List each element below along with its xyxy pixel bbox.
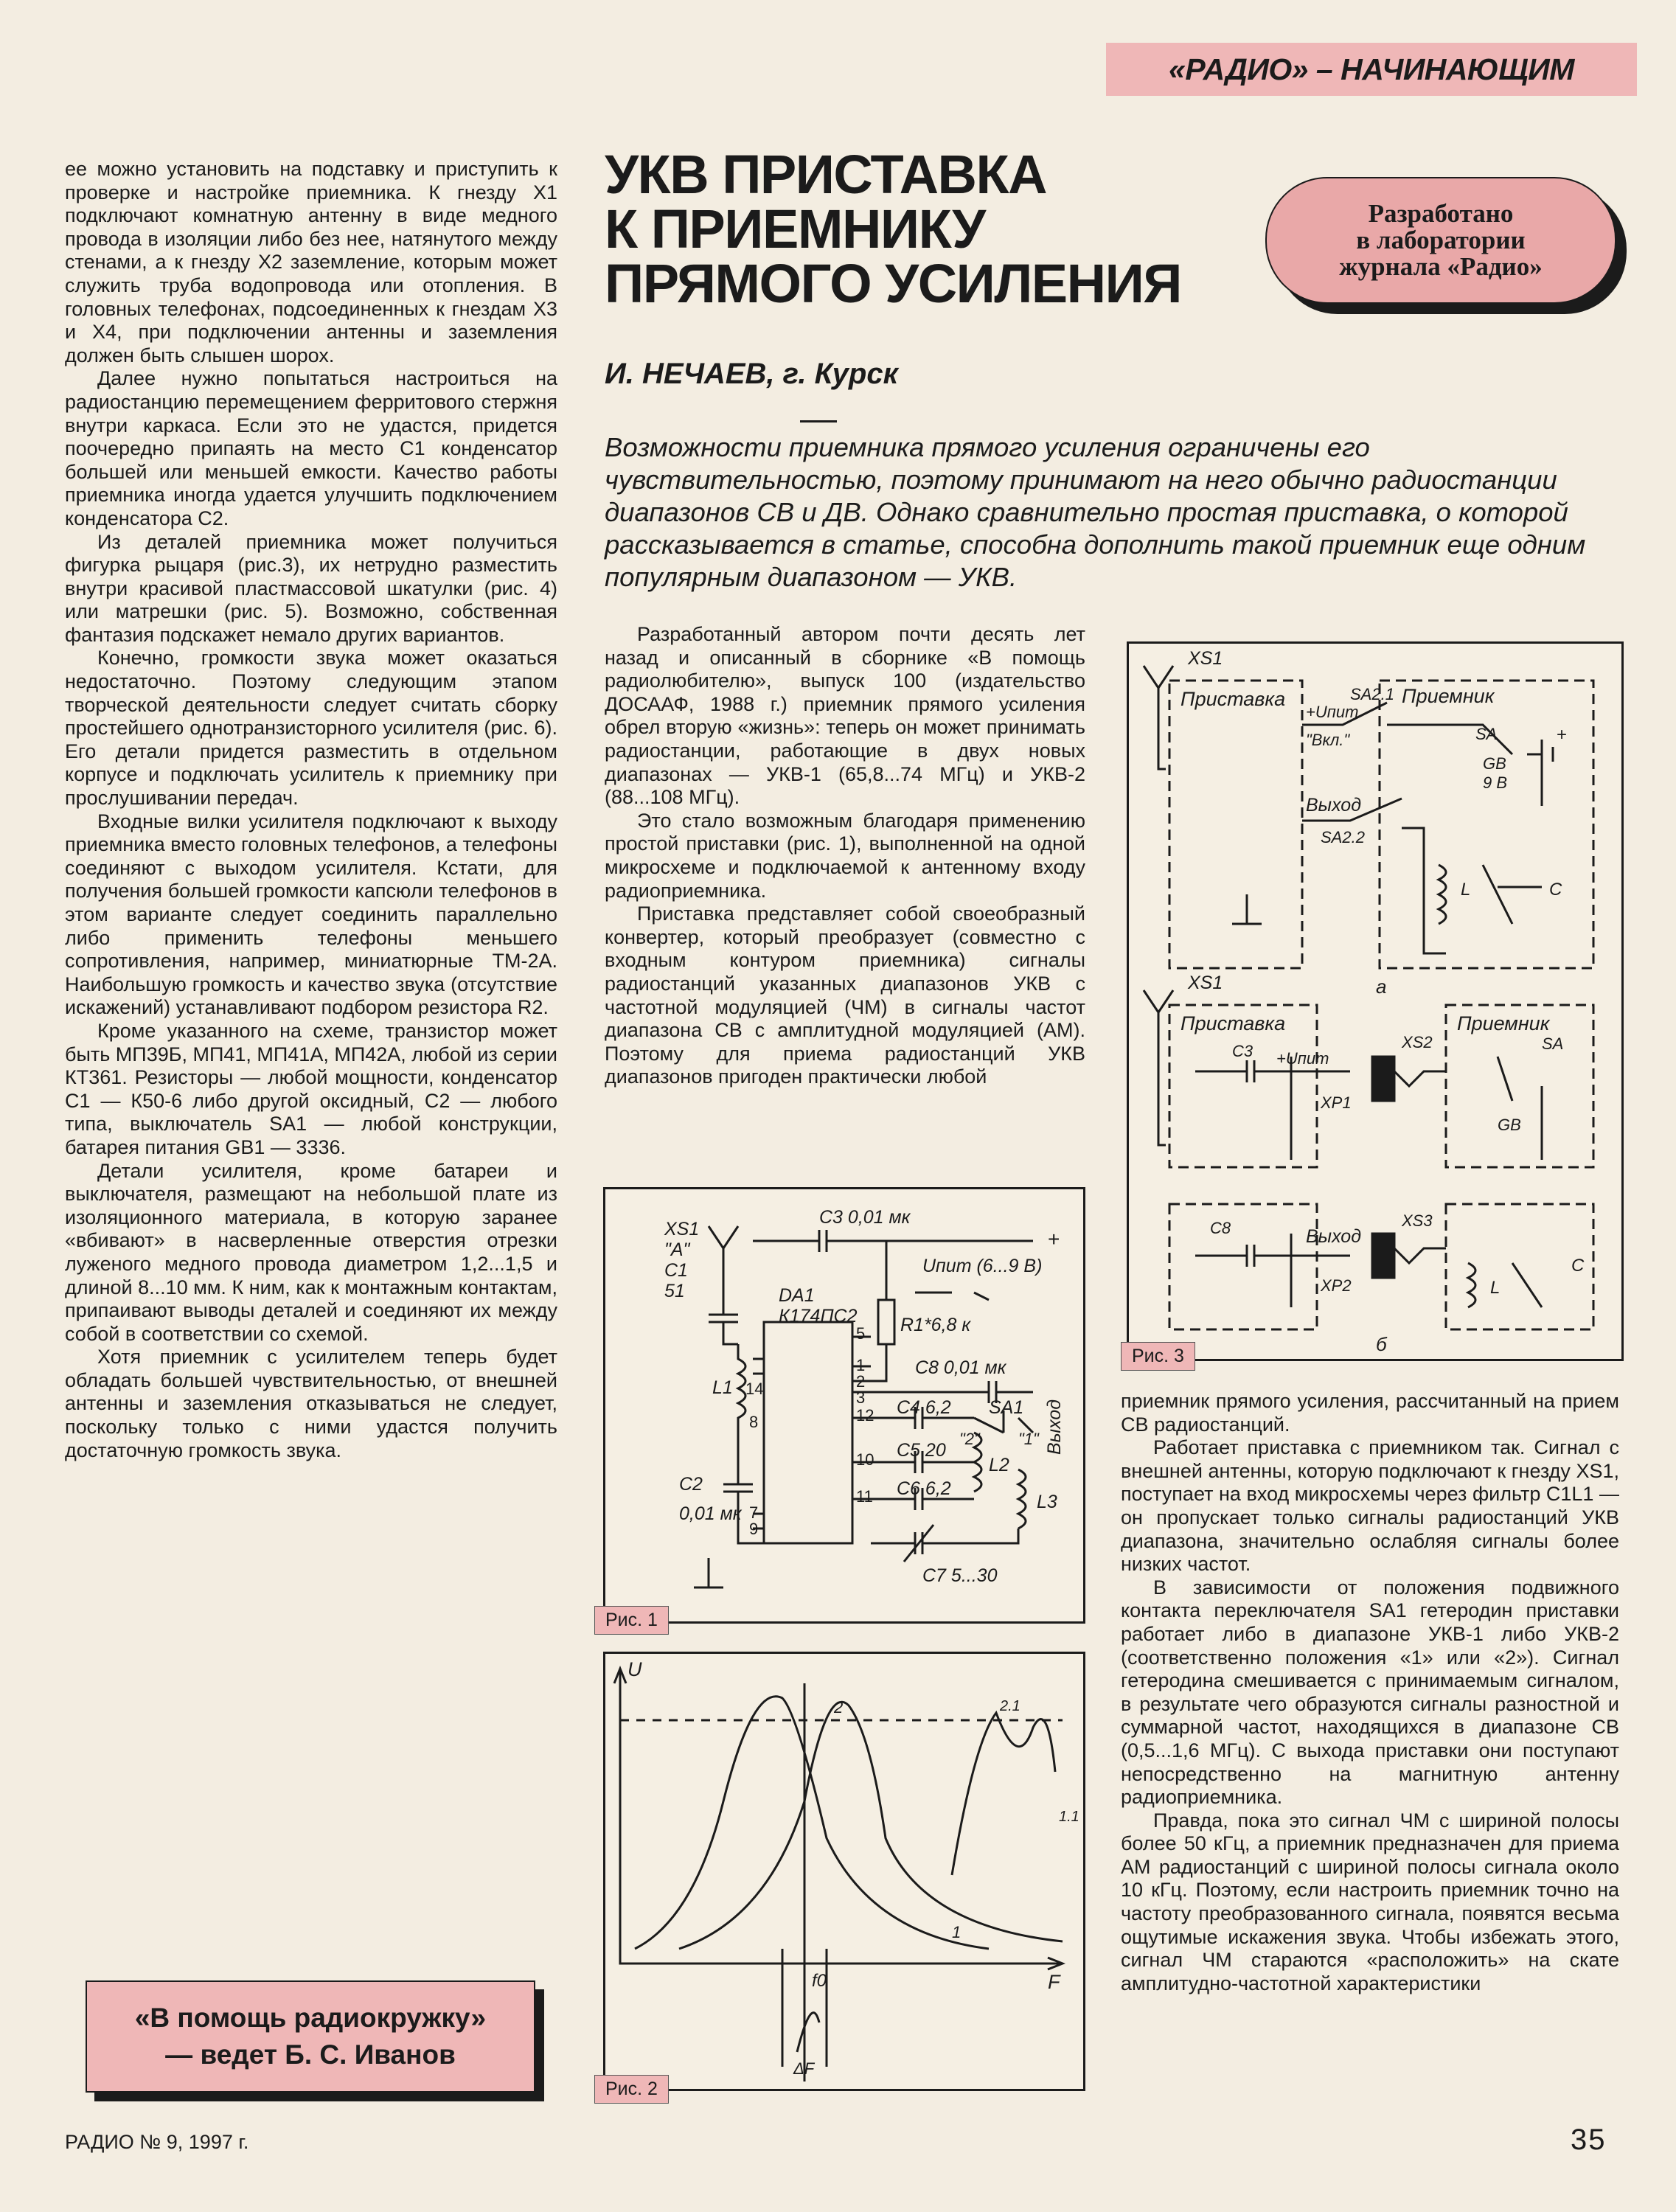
- figure-2-caption: Рис. 2: [594, 2075, 669, 2104]
- label-c-a: C: [1549, 880, 1562, 900]
- label-f0: f0: [812, 1971, 827, 1991]
- label-c2-value: 0,01 мк: [679, 1503, 742, 1524]
- label-l-a: L: [1461, 880, 1471, 900]
- page-number: 35: [1571, 2124, 1607, 2156]
- label-priemnik-a: Приемник: [1402, 685, 1495, 707]
- paragraph: В зависимости от положения подвижного контакта переключателя SA1 гетеродин приставки работает либо в диапазоне УКВ-1 либо УКВ-2 (соответственно положения «1» или «2»). Сигнал гетеродина смешивается с принимаемым сигналом, в результате чего образуются сигналы разностной и суммарной частот, находящихся в диапазоне СВ (0,5...1,6 МГц). С выхода приставки они поступают непосредственно на магнитную антенну радиоприемника.: [1121, 1576, 1619, 1809]
- paragraph: ее можно установить на подставку и приступить к проверке и настройке приемника. К гнезду X1 подключают комнатную антенну в виде медного провода в изоляции либо без нее, натянутого между стенами, а к гнезду X2 заземление, которым может служить труба водопровода или отопления. В головных телефонах, подсоединенных к гнездам X3 и X4, при подключении антенны и заземления должен быть слышен шорох.: [65, 158, 557, 366]
- section-rubric: «РАДИО» – НАЧИНАЮЩИМ: [1106, 43, 1637, 96]
- label-part-b: б: [1376, 1333, 1387, 1355]
- figure-1-caption: Рис. 1: [594, 1606, 669, 1635]
- pin-12: 12: [856, 1406, 874, 1425]
- label-c1-value: 51: [664, 1281, 685, 1301]
- label-da1: DA1: [779, 1285, 815, 1306]
- label-xs1-b: XS1: [1188, 973, 1223, 993]
- axis-f-label: F: [1048, 1971, 1060, 1993]
- label-priemnik-b: Приемник: [1457, 1012, 1550, 1034]
- label-c6: C6 6,2: [897, 1478, 951, 1499]
- label-c8: C8 0,01 мк: [915, 1357, 1006, 1378]
- label-c-b: C: [1571, 1256, 1585, 1276]
- label-output: Выход: [1044, 1399, 1065, 1455]
- label-gb: GB: [1483, 754, 1506, 773]
- label-sa-b: SA: [1542, 1034, 1564, 1053]
- label-xs1-a: XS1: [1188, 648, 1223, 669]
- paragraph: Входные вилки усилителя подключают к выходу приемника вместо головных телефонов, а телефоны соединяют с выходом усилителя. Кстати, для получения большей громкости капсюли телефонов в этом варианте следует соединить параллельно либо применить телефоны меньшего сопротивления, например, миниатюрные ТМ-2А. Наибольшую громкость и качество звука (отсутствие искажений) устанавливают подбором резистора R2.: [65, 810, 557, 1019]
- label-c3: C3 0,01 мк: [819, 1207, 911, 1228]
- figure-3-caption: Рис. 3: [1121, 1342, 1195, 1371]
- label-gb-b: GB: [1498, 1116, 1521, 1134]
- label-part-a: а: [1376, 975, 1387, 998]
- chip-label: [779, 1285, 858, 1326]
- label-l1: L1: [712, 1377, 733, 1398]
- curve-1-label: 1: [952, 1923, 962, 1941]
- label-xp1: XP1: [1321, 1093, 1352, 1112]
- label-upit-b: +Uпит: [1276, 1049, 1329, 1068]
- label-c2-name: C2: [679, 1474, 703, 1495]
- label-pos-1: "1": [1018, 1430, 1039, 1448]
- pin-11: 11: [856, 1487, 873, 1506]
- label-delta-f: ΔF: [793, 2059, 815, 2078]
- label-pos-2: "2": [959, 1430, 980, 1448]
- paragraph: Детали усилителя, кроме батареи и выключателя, размещают на небольшой плате из изоляционного материала, в которую заранее «вбивают» в насверленные отверстия отрезки луженого медного провода диаметром 1,2...1,5 и длиной 8...10 мм. К ним, как к монтажным контактам, припаивают выводы деталей и соединяют их между собой в соответствии со схемой.: [65, 1159, 557, 1345]
- axis-u-label: U: [627, 1658, 642, 1680]
- paragraph: Правда, пока это сигнал ЧМ с шириной полосы более 50 кГц, а приемник предназначен для приема АМ радиостанций с шириной полосы сигнала около 10 кГц. Поэтому, если настроить приемник точно на частоту преобразованного сигнала, появятся весьма ощутимые искажения звука. Чтобы избежать этого, сигнал ЧМ стараются «расположить» на скате амплитудно-частотной характеристики: [1121, 1809, 1619, 1994]
- pin-5: 5: [856, 1324, 866, 1343]
- article-author: И. НЕЧАЕВ, г. Курск: [605, 358, 898, 390]
- pin-3: 3: [856, 1388, 866, 1407]
- label-a: "А": [664, 1239, 690, 1260]
- label-l-b: L: [1490, 1278, 1501, 1298]
- pin-9: 9: [749, 1520, 759, 1538]
- paragraph: Кроме указанного на схеме, транзистор может быть МП39Б, МП41, МП41А, МП42А, любой из серии КТ361. Резисторы — любой мощности, конденсатор C1 — К50-6 либо другой оксидный, C2 — любого типа, выключатель SA1 — любой конструкции, батарея питания GB1 — 3336.: [65, 1019, 557, 1158]
- label-c5: C5 20: [897, 1440, 946, 1461]
- pin-10: 10: [856, 1450, 874, 1469]
- figure-3-diagram: [1127, 641, 1624, 1361]
- label-r1: R1*6,8 к: [900, 1315, 971, 1335]
- label-pristavka-b: Приставка: [1180, 1012, 1286, 1034]
- pin-14: 14: [745, 1380, 764, 1398]
- label-vkl: "Вкл.": [1306, 731, 1350, 749]
- label-xs2: XS2: [1402, 1033, 1433, 1051]
- label-plus-a: +: [1557, 725, 1568, 745]
- label-chip: К174ПС2: [779, 1306, 858, 1326]
- label-c1: C1: [664, 1260, 688, 1281]
- title-line-2: К ПРИЕМНИКУ: [605, 198, 985, 260]
- lab-badge-text: Разработано в лаборатории журнала «Радио»: [1339, 199, 1543, 281]
- label-l3: L3: [1037, 1492, 1057, 1512]
- label-sa21: SA2.1: [1350, 685, 1394, 703]
- article-lead: Возможности приемника прямого усиления ограничены его чувствительностью, поэтому принимают на него обычно радиостанции диапазонов СВ и ДВ. Однако сравнительно простая приставка, о которой рассказывается в статье, способна дополнить такой приемник еще одним популярным диапазоном — УКВ.: [605, 432, 1586, 592]
- issue-footer: РАДИО № 9, 1997 г.: [65, 2131, 249, 2153]
- pin-7: 7: [749, 1503, 759, 1522]
- column-credit-editor: — ведет Б. С. Иванов: [165, 2039, 456, 2070]
- curve-2-label: 2: [834, 1698, 844, 1717]
- label-upit-a: +Uпит: [1306, 703, 1359, 721]
- paragraph: Разработанный автором почти десять лет назад и описанный в сборнике «В помощь радиолюбителю», выпуск 100 (издательство ДОСААФ, 1988 г.) приемник прямого усиления обрел вторую «жизнь»: теперь он может принимать радиостанции, работающие в двух новых диапазонах — УКВ-1 (65,8...74 МГц) и УКВ-2 (88...108 МГц).: [605, 623, 1085, 809]
- title-line-3: ПРЯМОГО УСИЛЕНИЯ: [605, 253, 1181, 314]
- figure-1-schematic: [603, 1187, 1085, 1624]
- label-gb-value: 9 В: [1483, 773, 1508, 792]
- label-c3-b: C3: [1232, 1042, 1253, 1060]
- label-xp2: XP2: [1321, 1276, 1352, 1295]
- curve-1-1-label: 1.1: [1059, 1809, 1079, 1825]
- title-line-1: УКВ ПРИСТАВКА: [605, 144, 1047, 205]
- label-sa-a: SA: [1475, 725, 1498, 743]
- lab-badge: [1265, 177, 1616, 304]
- paragraph: Конечно, громкости звука может оказаться недостаточно. Поэтому следующим этапом творческой деятельности следует считать сборку простейшего однотранзисторного усилителя (рис. 6). Его детали придется разместить в отдельном корпусе и подключать усилитель к приемнику при прослушивании передач.: [65, 647, 557, 810]
- pin-1: 1: [856, 1356, 866, 1374]
- divider: [800, 420, 837, 422]
- label-vyhod-b: Выход: [1306, 1226, 1362, 1247]
- text-column-left: [65, 158, 557, 1462]
- pin-8: 8: [749, 1413, 759, 1431]
- figure-3-drawing: [1129, 644, 1621, 1359]
- label-sa22: SA2.2: [1321, 828, 1365, 846]
- column-credit-box: [86, 1980, 535, 2093]
- label-c8-b: C8: [1210, 1219, 1231, 1237]
- label-gb-a: [1483, 754, 1507, 793]
- label-sa1: SA1: [989, 1397, 1024, 1418]
- text-column-right: [1121, 1390, 1619, 1995]
- paragraph: Далее нужно попытаться настроиться на радиостанцию перемещением ферритового стержня внутри каркаса. Если это не удастся, придется поочередно припаять на место C1 конденсатор большей или меньшей емкости. Качество работы приемника иногда удается улучшить подключением конденсатора C2.: [65, 367, 557, 529]
- label-c4: C4 6,2: [897, 1397, 951, 1418]
- label-xs1: XS1: [664, 1219, 700, 1239]
- label-pristavka-a: Приставка: [1180, 688, 1286, 710]
- paragraph: Приставка представляет собой своеобразный конвертер, который преобразует (совместно с входным контуром приемника) сигналы радиостанций указанных диапазонов УКВ с частотной модуляцией (ЧМ) в сигналы частот диапазона СВ с амплитудной модуляцией (АМ). Поэтому для приема радиостанций УКВ диапазонов пригоден практически любой: [605, 902, 1085, 1088]
- label-upit: Uпит (6...9 В): [922, 1256, 1043, 1276]
- curve-2-1-label: 2.1: [1000, 1698, 1020, 1714]
- figure-2-graph: [603, 1652, 1085, 2091]
- paragraph: Работает приставка с приемником так. Сигнал с внешней антенны, которую подключают к гнезду XS1, поступает на вход микросхемы через фильтр C1L1 — он пропускает только сигналы радиостанций УКВ диапазона, значительно ослабляя сигналы более низких частот.: [1121, 1436, 1619, 1576]
- label-l2: L2: [989, 1455, 1009, 1475]
- label-plus: +: [1048, 1228, 1060, 1251]
- xs1-label: [664, 1219, 699, 1301]
- label-xs3: XS3: [1402, 1211, 1433, 1230]
- figure-2-drawing: [605, 1654, 1083, 2089]
- column-credit-title: «В помощь радиокружку»: [134, 2003, 487, 2033]
- label-vyhod-a: Выход: [1306, 795, 1362, 815]
- article-title: [605, 144, 1268, 314]
- text-column-middle: [605, 623, 1085, 1089]
- paragraph: приемник прямого усиления, рассчитанный на прием СВ радиостанций.: [1121, 1390, 1619, 1436]
- label-c7: C7 5...30: [922, 1565, 998, 1586]
- paragraph: Хотя приемник с усилителем теперь будет обладать большей чувствительностью, от внешней антенны и заземления отказываться не следует, поскольку только с ними удастся получить достаточную громкость звука.: [65, 1346, 557, 1461]
- paragraph: Это стало возможным благодаря применению простой приставки (рис. 1), выполненной на одной микросхеме и подключаемой к антенному входу радиоприемника.: [605, 809, 1085, 902]
- paragraph: Из деталей приемника может получиться фигурка рыцаря (рис.3), их нетрудно разместить внутри красивой пластмассовой шкатулки (рис. 4) или матрешки (рис. 5). Возможно, собственная фантазия подскажет немало других вариантов.: [65, 530, 557, 646]
- pin-2: 2: [856, 1372, 866, 1391]
- label-c2: [679, 1470, 742, 1528]
